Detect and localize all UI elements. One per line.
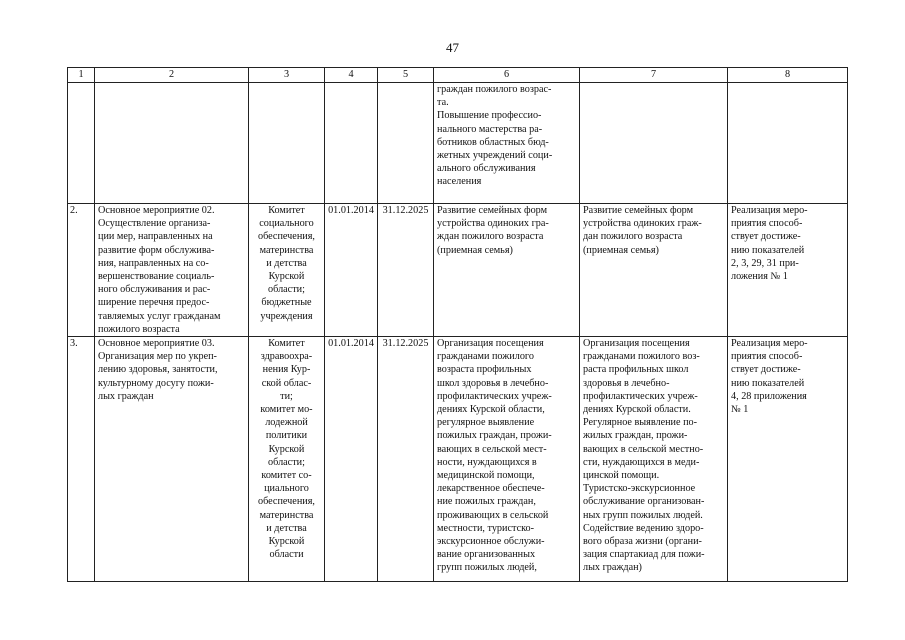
text-line: № 1	[731, 404, 749, 416]
text-line: приятия способ-	[731, 351, 803, 363]
responsible-executor	[249, 337, 325, 582]
text-line: раста профильных школ	[583, 364, 689, 376]
text-line: ти;	[280, 390, 293, 402]
text-line: ного обслуживания и рас-	[98, 284, 211, 296]
main-directions	[580, 337, 728, 582]
cell-empty	[249, 83, 325, 204]
measures-table	[67, 67, 848, 582]
text-line: учреждения	[260, 310, 313, 322]
text-line: ложения № 1	[731, 271, 788, 283]
text-line: групп пожилых людей,	[437, 562, 537, 574]
text-line: цинской помощи.	[583, 470, 660, 482]
text-line: ных групп пожилых людей.	[583, 509, 703, 521]
text-line: Развитие семейных форм	[583, 205, 694, 216]
text-line: Повышение профессио-	[437, 110, 542, 122]
text-line: Курской	[268, 536, 305, 548]
text-line: ции мер, направленных на	[98, 231, 213, 243]
text-line: устройства одиноких граж-	[583, 218, 702, 230]
text-line: гражданами пожилого	[437, 351, 534, 363]
text-line: лых граждан	[98, 390, 154, 402]
text-line: Осуществление организа-	[98, 218, 211, 230]
text-line: Реализация меро-	[731, 205, 808, 216]
header-col-4: 4	[325, 68, 378, 83]
text-line: жилых граждан, прожи-	[583, 430, 688, 442]
header-col-7: 7	[580, 68, 728, 83]
header-col-2: 2	[95, 68, 249, 83]
text-line: здоровья в лечебно-	[583, 377, 670, 389]
text-line: ждан пожилого возраста	[437, 231, 544, 243]
text-line: политики	[265, 430, 308, 442]
text-line: комитет мо-	[260, 404, 313, 416]
end-date: 31.12.2025	[378, 204, 434, 337]
text-line: дениях Курской области,	[437, 404, 545, 416]
text-line: культурному досугу пожи-	[98, 377, 214, 389]
text-line: и детства	[266, 522, 307, 534]
text-line: та.	[437, 97, 449, 109]
text-line: (приемная семья)	[583, 244, 659, 256]
text-line: материнства	[259, 244, 314, 256]
cell-empty	[378, 83, 434, 204]
text-line: области;	[268, 456, 305, 468]
text-line: приятия способ-	[731, 218, 803, 230]
header-col-6: 6	[434, 68, 580, 83]
text-line: обслуживание организован-	[583, 496, 705, 508]
text-line: профилактических учреж-	[583, 390, 698, 402]
cell-empty	[68, 83, 95, 204]
cell-empty	[728, 83, 848, 204]
text-line: Комитет	[268, 205, 305, 216]
text-line: и детства	[266, 257, 307, 269]
cell-result-continued	[434, 83, 580, 204]
row-number: 3.	[68, 337, 95, 582]
text-line: жетных учреждений соци-	[437, 150, 553, 162]
text-line: дан пожилого возраста	[583, 231, 683, 243]
text-line: ширение перечня предос-	[98, 297, 210, 309]
text-line: ской облас-	[261, 377, 312, 389]
text-line: области	[269, 549, 304, 561]
text-line: пожилых граждан, прожи-	[437, 430, 552, 442]
text-line: Курской	[268, 271, 305, 283]
text-line: зация спартакиад для пожи-	[583, 549, 705, 561]
text-line: ального обслуживания	[437, 163, 536, 175]
end-date: 31.12.2025	[378, 337, 434, 582]
text-line: ности, нуждающихся в	[437, 456, 537, 468]
text-line: ствует достиже-	[731, 231, 801, 243]
text-line: Организация посещения	[583, 338, 690, 350]
text-line: вершенствование социаль-	[98, 271, 215, 283]
text-line: регулярное выявление	[437, 417, 535, 429]
text-line: тавляемых услуг гражданам	[98, 310, 221, 322]
text-line: Регулярное выявление по-	[583, 417, 698, 429]
indicator-link	[728, 337, 848, 582]
header-col-3: 3	[249, 68, 325, 83]
cell-empty	[325, 83, 378, 204]
text-line: нения Кур-	[262, 364, 311, 376]
table-row-continuation	[68, 83, 848, 204]
text-line: населения	[437, 176, 482, 188]
text-line: медицинской помощи,	[437, 470, 535, 482]
text-line: местности, туристско-	[437, 522, 535, 534]
text-line: проживающих в сельской	[437, 509, 549, 521]
text-line: Развитие семейных форм	[437, 205, 548, 216]
text-line: гражданами пожилого воз-	[583, 351, 700, 363]
text-line: нального мастерства ра-	[437, 123, 543, 135]
measure-name	[95, 337, 249, 582]
start-date: 01.01.2014	[325, 204, 378, 337]
table-row	[68, 337, 848, 582]
text-line: Туристско-экскурсионное	[583, 483, 696, 495]
text-line: вающих в сельской мест-	[437, 443, 547, 455]
text-line: Основное мероприятие 02.	[98, 205, 215, 216]
text-line: циального	[264, 483, 309, 495]
text-line: Реализация меро-	[731, 338, 808, 350]
text-line: ботников областных бюд-	[437, 136, 549, 148]
text-line: обеспечения,	[258, 231, 315, 243]
text-line: экскурсионное обслужи-	[437, 536, 545, 548]
text-line: бюджетные	[261, 297, 312, 309]
header-col-8: 8	[728, 68, 848, 83]
text-line: возраста профильных	[437, 364, 532, 376]
measure-name	[95, 204, 249, 337]
text-line: 4, 28 приложения	[731, 390, 807, 402]
text-line: Организация мер по укреп-	[98, 351, 217, 363]
text-line: вание организованных	[437, 549, 536, 561]
text-line: устройства одиноких гра-	[437, 218, 549, 230]
text-line: ние пожилых граждан,	[437, 496, 536, 508]
text-line: нию показателей	[731, 244, 805, 256]
expected-result	[434, 204, 580, 337]
start-date: 01.01.2014	[325, 337, 378, 582]
text-line: здравоохра-	[260, 351, 313, 363]
expected-result	[434, 337, 580, 582]
text-line: обеспечения,	[258, 496, 315, 508]
text-line: пожилого возраста	[98, 323, 180, 335]
text-line: сти, нуждающихся в меди-	[583, 456, 700, 468]
row-number: 2.	[68, 204, 95, 337]
text-line: 2, 3, 29, 31 при-	[731, 257, 799, 269]
text-line: Организация посещения	[437, 338, 544, 350]
text-line: развитие форм обслужива-	[98, 244, 215, 256]
text-line: лекарственное обеспече-	[437, 483, 545, 495]
cell-empty	[95, 83, 249, 204]
text-line: дениях Курской области.	[583, 404, 691, 416]
text-line: области;	[268, 284, 305, 296]
text-line: лодежной	[265, 417, 308, 429]
text-line: лых граждан)	[583, 562, 642, 574]
text-line: Основное мероприятие 03.	[98, 338, 215, 350]
responsible-executor	[249, 204, 325, 337]
header-col-1: 1	[68, 68, 95, 83]
text-line: Содействие ведению здоро-	[583, 522, 704, 534]
text-line: социального	[259, 218, 314, 230]
text-line: граждан пожилого возрас-	[437, 84, 552, 95]
text-line: лению здоровья, занятости,	[98, 364, 218, 376]
header-col-5: 5	[378, 68, 434, 83]
text-line: профилактических учреж-	[437, 390, 552, 402]
page-number: 47	[446, 40, 459, 55]
header-row	[68, 68, 848, 83]
text-line: комитет со-	[261, 470, 312, 482]
text-line: ствует достиже-	[731, 364, 801, 376]
text-line: нию показателей	[731, 377, 805, 389]
text-line: школ здоровья в лечебно-	[437, 377, 549, 389]
text-line: вого образа жизни (органи-	[583, 536, 702, 548]
main-directions	[580, 204, 728, 337]
text-line: (приемная семья)	[437, 244, 513, 256]
text-line: Курской	[268, 443, 305, 455]
cell-empty	[580, 83, 728, 204]
text-line: ния, направленных на со-	[98, 257, 209, 269]
text-line: вающих в сельской местно-	[583, 443, 704, 455]
table-row	[68, 204, 848, 337]
indicator-link	[728, 204, 848, 337]
text-line: материнства	[259, 509, 314, 521]
text-line: Комитет	[268, 338, 305, 350]
